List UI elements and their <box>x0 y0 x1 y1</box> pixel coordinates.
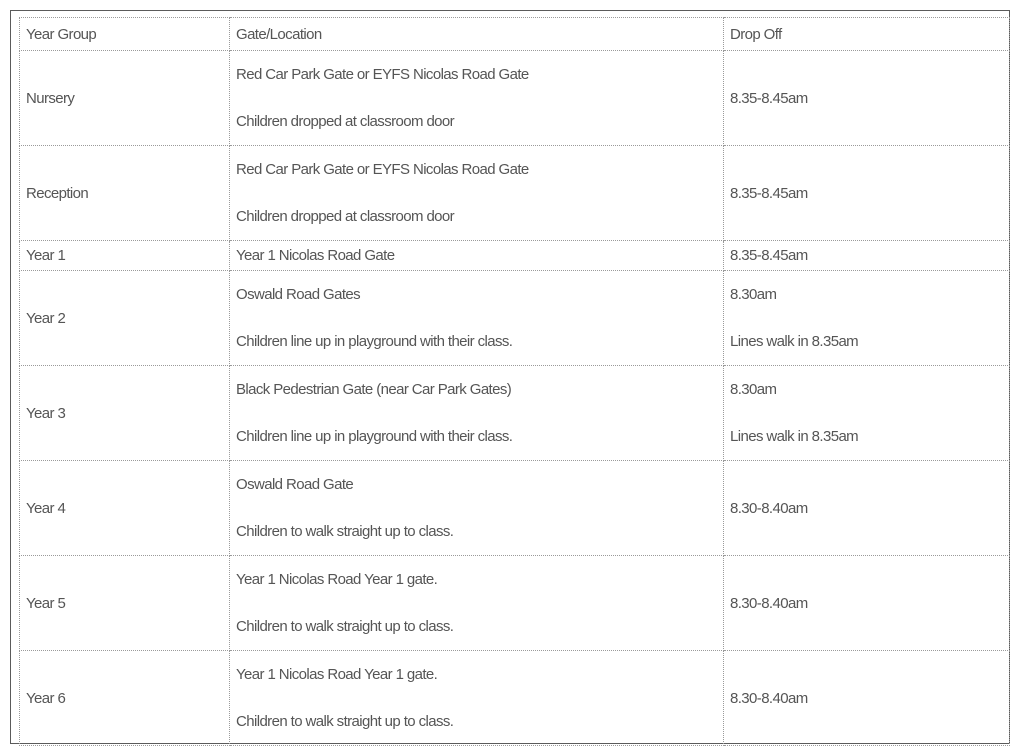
header-drop-off: Drop Off <box>724 18 1010 51</box>
table-row <box>20 556 1010 651</box>
year-group-cell: Year 6 <box>20 651 230 746</box>
header-gate-location: Gate/Location <box>230 18 724 51</box>
gate-name: Oswald Road Gates <box>236 286 361 303</box>
drop-off-time-cell <box>724 366 1010 461</box>
drop-off-time-cell: 8.30-8.40am <box>724 556 1010 651</box>
drop-off-time-cell: 8.35-8.45am <box>724 241 1010 271</box>
drop-off-time-cell: 8.35-8.45am <box>724 51 1010 146</box>
header-year-group: Year Group <box>20 18 230 51</box>
gate-note: Children to walk straight up to class. <box>236 523 454 540</box>
gate-note: Children to walk straight up to class. <box>236 713 454 730</box>
year-group-cell: Year 3 <box>20 366 230 461</box>
gate-cell <box>230 366 724 461</box>
table-row <box>20 51 1010 146</box>
year-group-cell: Year 1 <box>20 241 230 271</box>
year-group-cell: Year 4 <box>20 461 230 556</box>
drop-off-time: 8.30am <box>730 381 777 398</box>
drop-off-time: 8.30am <box>730 286 777 303</box>
gate-note: Children line up in playground with their class. <box>236 428 513 445</box>
year-group-cell: Year 2 <box>20 271 230 366</box>
gate-cell <box>230 461 724 556</box>
drop-off-time-cell: 8.35-8.45am <box>724 146 1010 241</box>
table-row <box>20 146 1010 241</box>
drop-off-time-cell: 8.30-8.40am <box>724 651 1010 746</box>
gate-name: Red Car Park Gate or EYFS Nicolas Road Gate <box>236 161 529 178</box>
drop-off-time-cell <box>724 271 1010 366</box>
table-row <box>20 271 1010 366</box>
year-group-cell: Nursery <box>20 51 230 146</box>
drop-off-time-note: Lines walk in 8.35am <box>730 428 859 445</box>
gate-cell <box>230 651 724 746</box>
table-header-row <box>20 18 1010 51</box>
gate-cell: Year 1 Nicolas Road Gate <box>230 241 724 271</box>
gate-name: Black Pedestrian Gate (near Car Park Gates) <box>236 381 512 398</box>
gate-note: Children dropped at classroom door <box>236 208 455 225</box>
year-group-cell: Reception <box>20 146 230 241</box>
gate-note: Children to walk straight up to class. <box>236 618 454 635</box>
gate-cell <box>230 146 724 241</box>
gate-cell <box>230 556 724 651</box>
table-row <box>20 461 1010 556</box>
table-row <box>20 366 1010 461</box>
drop-off-time-note: Lines walk in 8.35am <box>730 333 859 350</box>
drop-off-time-cell: 8.30-8.40am <box>724 461 1010 556</box>
gate-name: Red Car Park Gate or EYFS Nicolas Road Gate <box>236 66 529 83</box>
gate-note: Children dropped at classroom door <box>236 113 455 130</box>
gate-cell <box>230 51 724 146</box>
table-row <box>20 651 1010 746</box>
drop-off-table <box>19 17 1010 746</box>
table-row <box>20 241 1010 271</box>
gate-note: Children line up in playground with their class. <box>236 333 513 350</box>
gate-name: Year 1 Nicolas Road Year 1 gate. <box>236 666 438 683</box>
gate-name: Oswald Road Gate <box>236 476 354 493</box>
year-group-cell: Year 5 <box>20 556 230 651</box>
gate-cell <box>230 271 724 366</box>
gate-name: Year 1 Nicolas Road Year 1 gate. <box>236 571 438 588</box>
